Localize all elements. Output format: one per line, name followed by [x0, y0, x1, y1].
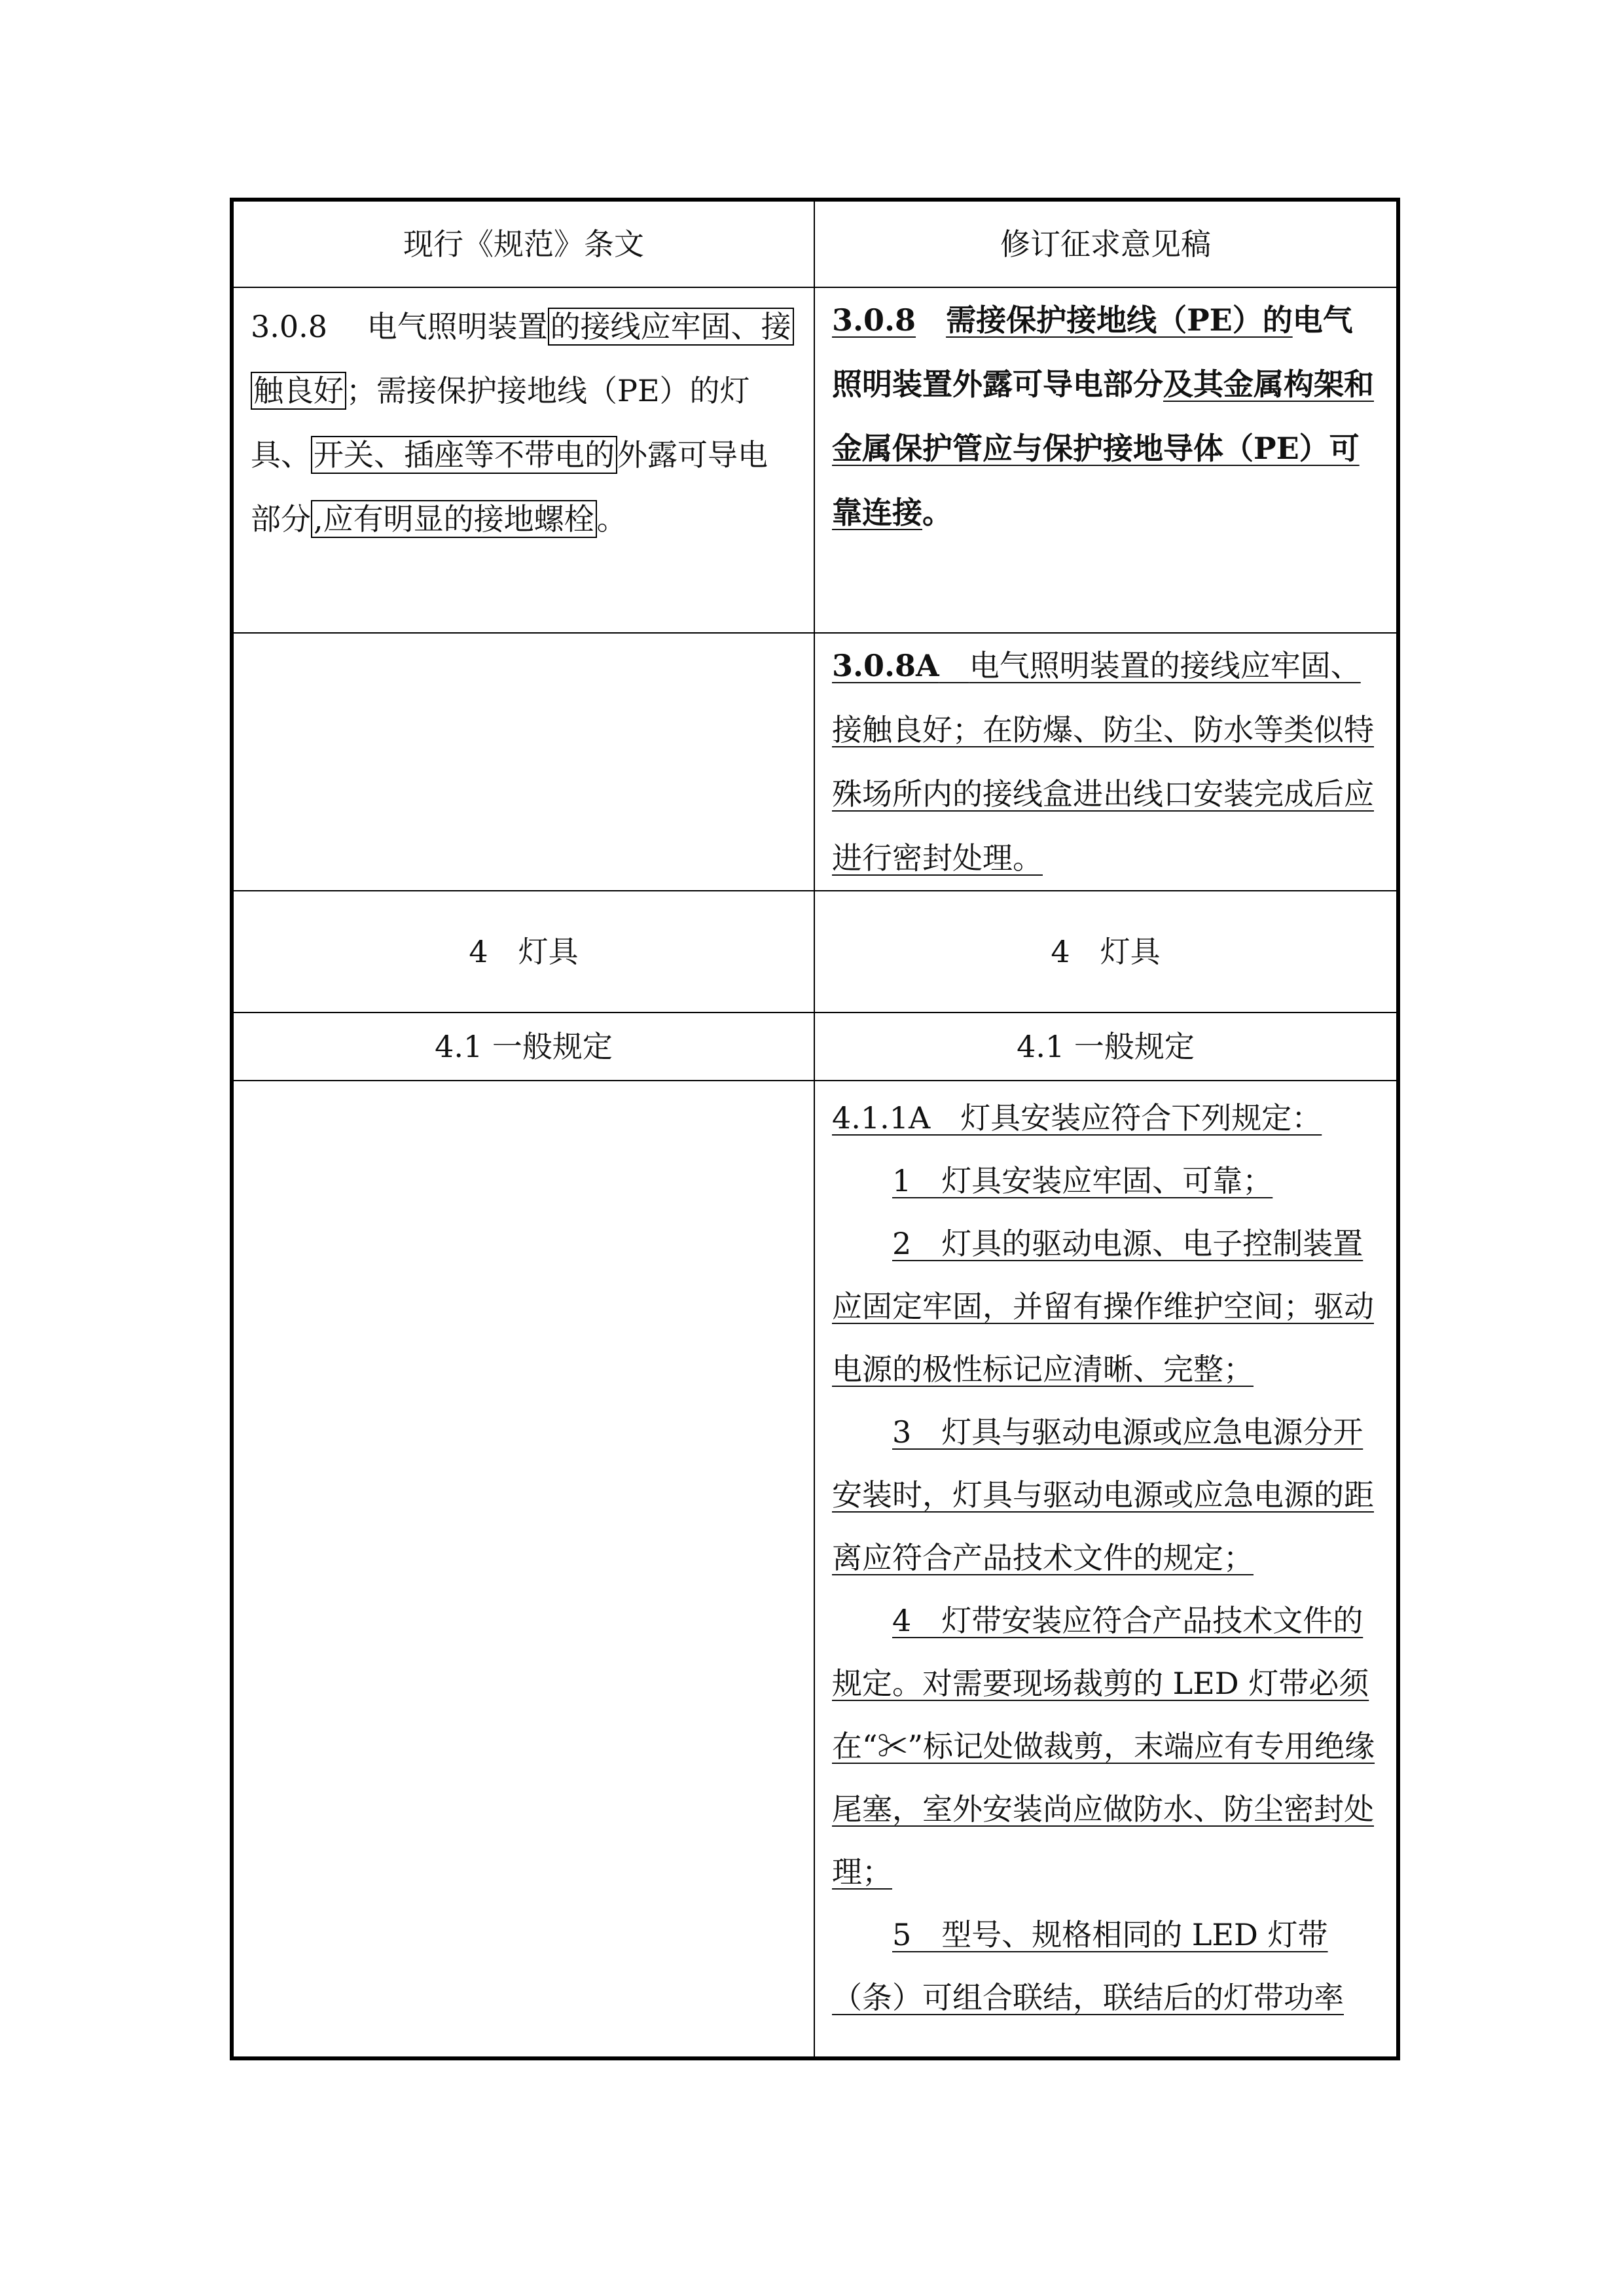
list-item: 3 灯具与驱动电源或应急电源分开安装时，灯具与驱动电源或应急电源的距离应符合产品技术文件的规定；: [832, 1414, 1374, 1575]
row-4-1-1a: [232, 1081, 1398, 2058]
chapter-current: 4 灯具: [232, 891, 814, 1013]
list-item: 4 灯带安装应符合产品技术文件的规定。对需要现场裁剪的 LED 灯带必须在“✂”标记处做裁剪，末端应有专用绝缘尾塞，室外安装尚应做防水、防尘密封处理；: [832, 1603, 1375, 1890]
section-revised: 4.1 一般规定: [814, 1013, 1398, 1081]
header-revised: 修订征求意见稿: [814, 200, 1398, 287]
row-3-0-8: [232, 287, 1398, 633]
list-item: 1 灯具安装应牢固、可靠；: [892, 1163, 1273, 1198]
revised-text: 电气照明装置外露可导电部分: [832, 302, 1353, 402]
clause-number: 3.0.8: [251, 309, 328, 344]
row-chapter-4: [232, 891, 1398, 1013]
revised-text-underlined: 需接保护接地线（PE）的: [946, 302, 1293, 338]
revised-text: 电气照明装置的接线应牢固、接触良好；在防爆、防尘、防水等类似特殊场所内的接线盒进出线口安装完成后应进行密封处理。: [832, 648, 1374, 876]
cell-current-empty: [232, 633, 814, 891]
cell-revised-4-1-1a: [814, 1081, 1398, 2058]
list-item: 2 灯具的驱动电源、电子控制装置应固定牢固，并留有操作维护空间；驱动电源的极性标记应清晰、完整；: [832, 1226, 1374, 1387]
highlight-box: 触良好: [251, 372, 346, 410]
revised-text-underlined: 及其金属构架和金属保护管应与保护接地导体（PE）可靠连接: [832, 367, 1374, 530]
chapter-revised: 4 灯具: [814, 891, 1398, 1013]
revised-text: 。: [922, 495, 952, 530]
row-section-4-1: [232, 1013, 1398, 1081]
list-intro: 4.1.1A 灯具安装应符合下列规定：: [832, 1100, 1322, 1136]
header-current: 现行《规范》条文: [232, 200, 814, 287]
highlight-box: 的接线应牢固、接: [548, 308, 794, 346]
section-current: 4.1 一般规定: [232, 1013, 814, 1081]
header-row: [232, 200, 1398, 287]
cell-revised-3-0-8: [814, 287, 1398, 633]
highlight-box: 开关、插座等不带电的: [311, 436, 617, 474]
clause-text: 外露可导电部: [251, 437, 768, 537]
cell-current-3-0-8: [232, 287, 814, 633]
cell-revised-3-0-8a: [814, 633, 1398, 891]
clause-number: 3.0.8A: [832, 648, 939, 683]
highlight-box: ,应有明显的接地螺栓: [311, 500, 597, 538]
list-item: 5 型号、规格相同的 LED 灯带（条）可组合联结，联结后的灯带功率: [832, 1917, 1344, 2015]
clause-text: ；需接保护接地线（PE）的灯具、: [251, 373, 750, 473]
clause-number: 3.0.8: [832, 302, 916, 338]
clause-text: 。: [596, 501, 627, 537]
cell-current-empty: [232, 1081, 814, 2058]
clause-text: 分: [281, 501, 311, 537]
clause-text: 电气照明装置: [367, 309, 548, 344]
comparison-table: [230, 198, 1400, 2060]
row-3-0-8a: [232, 633, 1398, 891]
